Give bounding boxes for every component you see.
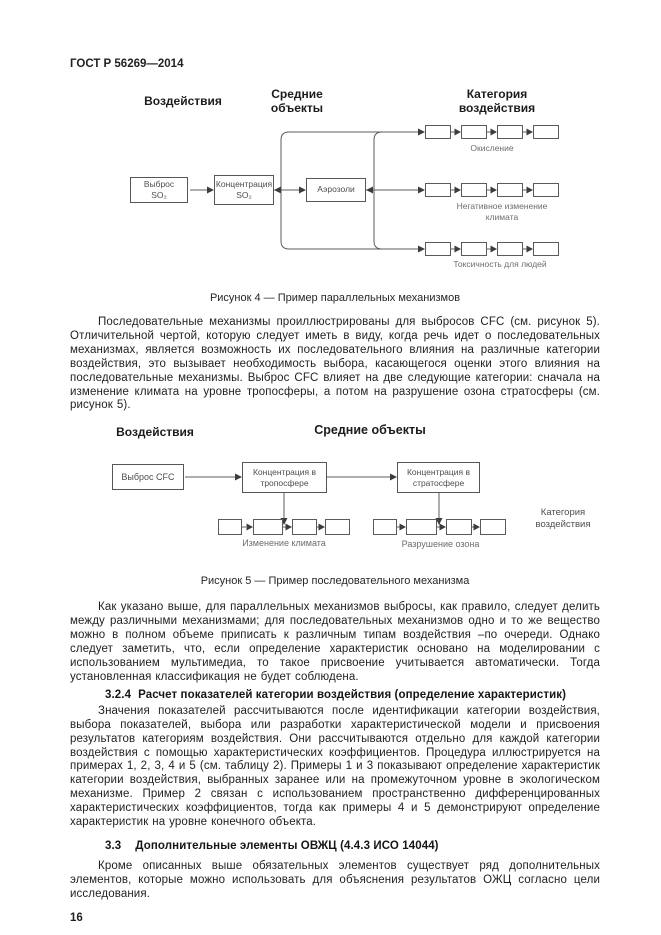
flow-node <box>425 242 451 256</box>
flow-node <box>461 242 487 256</box>
section-heading-3-2-4: 3.2.4 Расчет показателей категории воздействия (определение характеристик) <box>105 688 567 701</box>
paragraph-2: Как указано выше, для параллельных механизмов выбросы, как правило, следует делить между различными механизмами; для последовательных механизмов одно и то же вещество можно в полном объеме приписать к различным типам воздействия –по очереди. Однако следует заметить, что, если определение характеристик основано на моделировании с использованием мультимедиа, то такое присвоение учитывается автоматически. Тогда установленная классификация не будет соблюдена. <box>70 601 600 683</box>
impact-category-label: Категория воздействия <box>535 507 591 531</box>
flow-box-so2-concentration: Концентрация SO₂ <box>214 175 274 205</box>
figure4-caption: Рисунок 4 — Пример параллельных механизмов <box>209 292 461 304</box>
flow-node <box>533 183 559 197</box>
flow-node <box>218 519 242 535</box>
flow-box-troposphere-concentration: Концентрация в тропосфере <box>242 462 327 493</box>
figure4-diagram <box>70 84 600 284</box>
flow-node <box>253 519 283 535</box>
flow-node <box>533 242 559 256</box>
flow-node <box>480 519 506 535</box>
flow-node <box>425 183 451 197</box>
flow-node <box>406 519 437 535</box>
document-header: ГОСТ Р 56269—2014 <box>70 58 184 70</box>
flow-node <box>461 183 487 197</box>
paragraph-4: Кроме описанных выше обязательных элементов существует ряд дополнительных элементов, которые можно использовать для объяснения результатов ОЖЦ согласно цели исследования. <box>70 859 600 900</box>
flow-node <box>425 125 451 139</box>
flow-node <box>497 242 523 256</box>
paragraph-1: Последовательные механизмы проиллюстрированы для выбросов CFC (см. рисунок 5). Отличительной чертой, которую следует иметь в виду, когда речь идет о последовательных механизмах, является возможность их последовательного влияния на различные категории воздействия, это вызывает необходимость выбора, касающегося оценки этого влияния на последовательные механизмы. Выброс CFC влияет на две следующие категории: сначала на изменение климата на уровне тропосферы, а потом на разрушение озона стратосферы (см. рисунок 5). <box>70 316 600 412</box>
section-heading-3-3: 3.3 Дополнительные элементы ОВЖЦ (4.4.3 ИСО 14044) <box>105 839 439 852</box>
flow-box-cfc-emission: Выброс CFC <box>112 464 184 490</box>
flow-node <box>461 125 487 139</box>
column-header-midpoints: Средние объекты <box>314 423 426 438</box>
chain-label-climate-change: Изменение климата <box>242 538 326 549</box>
flow-node <box>325 519 350 535</box>
paragraph-3: Значения показателей рассчитываются после идентификации категории воздействия, выбора показателей, выбора или разработки характеристической модели и присвоения результатов категориям воздействия. Они рассчитываются отдельно для каждой категории воздействия с помощью характеристических коэффициентов. Процедура иллюстрируется на примерах 1, 2, 3, 4 и 5 (см. таблицу 2). Примеры 1 и 3 показывают определение характеристик категории воздействия, выбранных заранее или на промежуточном уровне в экологическом механизме. Пример 2 связан с использованием пространственно дифференцированных характеристических коэффициентов, тогда как примеры 4 и 5 демонстрируют определение характеристик на уровне конечного объекта. <box>70 704 600 829</box>
column-header-impacts: Воздействия <box>144 94 222 108</box>
figure5-caption: Рисунок 5 — Пример последовательного механизма <box>200 575 470 588</box>
flow-node <box>497 125 523 139</box>
column-header-category: Категория воздействия <box>458 87 536 116</box>
flow-node <box>446 519 472 535</box>
figure5-diagram <box>70 419 600 571</box>
chain-label-climate-change: Негативное изменение климата <box>456 201 548 222</box>
column-header-midpoints: Средние объекты <box>270 87 324 116</box>
page-number: 16 <box>70 911 83 924</box>
chain-label-human-toxicity: Токсичность для людей <box>453 259 547 269</box>
flow-node <box>292 519 317 535</box>
column-header-impacts: Воздействия <box>116 425 194 440</box>
flow-box-so2-emission: Выброс SO₂ <box>130 177 188 203</box>
flow-node <box>497 183 523 197</box>
flow-node <box>373 519 397 535</box>
flow-box-stratosphere-concentration: Концентрация в стратосфере <box>397 462 480 493</box>
flow-box-aerosols: Аэрозоли <box>306 178 366 202</box>
flow-node <box>533 125 559 139</box>
chain-label-oxidation: Окисление <box>470 143 514 153</box>
chain-label-ozone-depletion: Разрушение озона <box>401 539 480 550</box>
